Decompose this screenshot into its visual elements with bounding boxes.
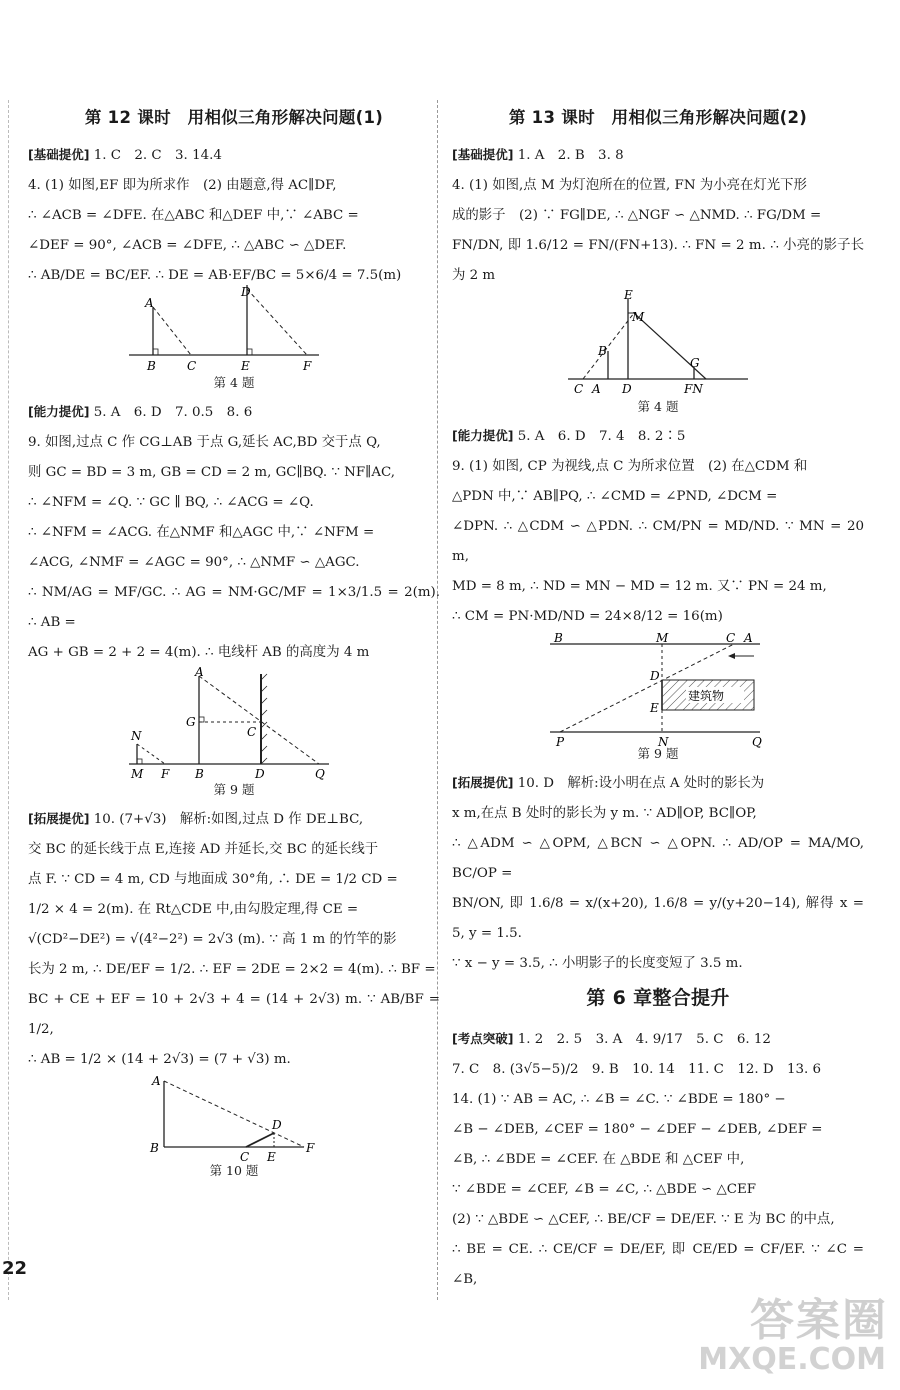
q4-solution-12: 4. (1) 如图,EF 即为所求作 (2) 由题意,得 AC∥DF, ∴ ∠ACB = ∠DFE. 在△ABC 和△DEF 中,∵ ∠ABC = ∠DEF = 90°, ∠ACB = ∠DFE, ∴ △ABC ∽ △DEF. ∴ AB/DE = BC/EF. ∴ DE = AB·EF/BC = 5×6/4 = 7.5(m)	[28, 178, 402, 283]
label-M: M	[656, 631, 669, 645]
label-B: B	[598, 344, 607, 358]
label-D: D	[272, 1118, 282, 1132]
basic-answers-12: [基础提优] 1. C 2. C 3. 14.4	[28, 147, 222, 163]
figure-10-left-caption: 第 10 题	[209, 1163, 259, 1178]
q4-solution-13: 4. (1) 如图,点 M 为灯泡所在的位置, FN 为小亮在灯光下形 成的影子 (2) ∵ FG∥DE, ∴ △NGF ∽ △NMD. ∴ FG/DM = FN/DN, 即 1.6/12 = FN/(FN+13). ∴ FN = 2 m. ∴ 小亮的影子长为 2 m	[452, 178, 864, 283]
chapter6-title: 第 6 章整合提升	[586, 987, 730, 1009]
label-A: A	[152, 1074, 161, 1088]
lesson13-title: 第 13 课时 用相似三角形解决问题(2)	[508, 108, 808, 127]
ability-answers-13: [能力提优] 5. A 6. D 7. 4 8. 2∶5	[452, 428, 686, 444]
label-A: A	[195, 665, 204, 679]
label-B: B	[147, 359, 156, 373]
figure-9-left	[119, 665, 349, 782]
label-C: C	[240, 1150, 250, 1164]
label-M: M	[632, 310, 645, 324]
q9-solution-12: 9. 如图,过点 C 作 CG⊥AB 于点 G,延长 AC,BD 交于点 Q, 则 GC = BD = 3 m, GB = CD = 2 m, GC∥BQ. ∵ NF∥AC, ∴ ∠NFM = ∠Q. ∵ GC ∥ BQ, ∴ ∠ACG = ∠Q. ∴ ∠NFM = ∠ACG. 在△NMF 和△AGC 中,∵ ∠NFM = ∠ACG, ∠NMF = ∠AGC = 90°, ∴ △NMF ∽ △AGC. ∴ NM/AG = MF/GC. ∴ AG = NM·GC/MF = 1×3/1.5 = 2(m). ∴ AB = AG + GB = 2 + 2 = 4(m). ∴ 电线杆 AB 的高度为 4 m	[28, 435, 440, 660]
q14-solution: 14. (1) ∵ AB = AC, ∴ ∠B = ∠C. ∵ ∠BDE = 180° − ∠B − ∠DEB, ∠CEF = 180° − ∠DEF − ∠DEB, ∠DEF = ∠B, ∴ ∠BDE = ∠CEF. 在 △BDE 和 △CEF 中, ∵ ∠BDE = ∠CEF, ∠B = ∠C, ∴ △BDE ∽ △CEF (2) ∵ △BDE ∽ △CEF, ∴ BE/CF = DE/EF. ∵ E 为 BC 的中点, ∴ BE = CE. ∴ CE/CF = DE/EF, 即 CE/ED = CF/EF. ∵ ∠C = ∠B,	[452, 1092, 864, 1287]
building-label: 建筑物	[688, 689, 725, 703]
label-F: F	[161, 767, 170, 781]
label-D: D	[241, 285, 251, 299]
left-column	[28, 100, 440, 1185]
figure-10-left	[134, 1074, 334, 1164]
figure-4-right	[558, 288, 758, 399]
watermark-en: MXQE.COM	[698, 1342, 886, 1377]
label-G: G	[690, 356, 700, 370]
figure-4-right-caption: 第 4 题	[637, 399, 679, 414]
left-margin-line	[8, 100, 10, 1300]
watermark-cn: 答案圈	[750, 1295, 888, 1346]
label-F: F	[306, 1141, 315, 1155]
label-B: B	[195, 767, 204, 781]
label-A: A	[744, 631, 753, 645]
label-G: G	[186, 715, 196, 729]
right-column	[452, 100, 864, 1295]
label-E: E	[650, 701, 659, 715]
label-A: A	[145, 296, 154, 310]
label-E: E	[267, 1150, 276, 1164]
q9-solution-13: 9. (1) 如图, CP 为视线,点 C 为所求位置 (2) 在△CDM 和 △PDN 中,∵ AB∥PQ, ∴ ∠CMD = ∠PND, ∠DCM = ∠DPN. ∴ △CDM ∽ △PDN. ∴ CM/PN = MD/ND. ∵ MN = 20 m, MD = 8 m, ∴ ND = MN − MD = 12 m. 又∵ PN = 24 m, ∴ CM = PN·MD/ND = 24×8/12 = 16(m)	[452, 459, 864, 624]
label-E: E	[241, 359, 250, 373]
label-D: D	[622, 382, 632, 396]
label-C: C	[574, 382, 584, 396]
label-P: P	[556, 735, 565, 749]
label-E: E	[624, 288, 633, 302]
label-D: D	[255, 767, 265, 781]
label-C: C	[726, 631, 736, 645]
keypoint-answers: [考点突破] 1. 2 2. 5 3. A 4. 9/17 5. C 6. 12 7. C 8. (3√5−5)/2 9. B 10. 14 11. C 12. D 13. 6	[452, 1031, 822, 1077]
figure-9-right-caption: 第 9 题	[637, 746, 679, 761]
label-N: N	[131, 729, 142, 743]
ability-answers-12: [能力提优] 5. A 6. D 7. 0.5 8. 6	[28, 404, 253, 420]
figure-4-left-caption: 第 4 题	[213, 375, 255, 390]
label-N: N	[658, 735, 669, 749]
label-Q: Q	[315, 767, 325, 781]
label-FN: FN	[684, 382, 703, 396]
label-B: B	[150, 1141, 159, 1155]
label-M: M	[131, 767, 144, 781]
label-D: D	[650, 669, 660, 683]
q10-solution-12: [拓展提优] 10. (7+√3) 解析:如图,过点 D 作 DE⊥BC, 交 BC 的延长线于点 E,连接 AD 并延长,交 BC 的延长线于 点 F. ∵ CD = 4 m, CD 与地面成 30°角, ∴ DE = 1/2 CD = 1/2 × 4 = 2(m). 在 Rt△CDE 中,由勾股定理,得 CE = √(CD²−DE²) = √(4²−2²) = 2√3 (m). ∵ 高 1 m 的竹竿的影 长为 2 m, ∴ DE/EF = 1/2. ∴ EF = 2DE = 2×2 = 4(m). ∴ BF = BC + CE + EF = 10 + 2√3 + 4 = (14 + 2√3) m. ∵ AB/BF = 1/2, ∴ AB = 1/2 × (14 + 2√3) = (7 + √3) m.	[28, 811, 440, 1067]
q10-solution-13: [拓展提优] 10. D 解析:设小明在点 A 处时的影长为 x m,在点 B 处时的影长为 y m. ∵ AD∥OP, BC∥OP, ∴ △ADM ∽ △OPM, △BCN ∽ △OPN. ∴ AD/OP = MA/MO, BC/OP = BN/ON, 即 1.6/8 = x/(x+20), 1.6/8 = y/(y+20−14), 解得 x = 5, y = 1.5. ∵ x − y = 3.5, ∴ 小明影子的长度变短了 3.5 m.	[452, 775, 864, 971]
label-F: F	[303, 359, 312, 373]
figure-9-right	[538, 631, 778, 749]
figure-4-left	[119, 285, 349, 375]
label-C: C	[187, 359, 197, 373]
label-B: B	[554, 631, 563, 645]
page-number: 22	[2, 1258, 28, 1279]
figure-9-left-caption: 第 9 题	[213, 782, 255, 797]
basic-answers-13: [基础提优] 1. A 2. B 3. 8	[452, 147, 624, 163]
lesson12-title: 第 12 课时 用相似三角形解决问题(1)	[84, 108, 384, 127]
label-Q: Q	[752, 735, 762, 749]
label-C: C	[247, 725, 257, 739]
label-A: A	[592, 382, 601, 396]
watermark	[698, 1284, 888, 1384]
